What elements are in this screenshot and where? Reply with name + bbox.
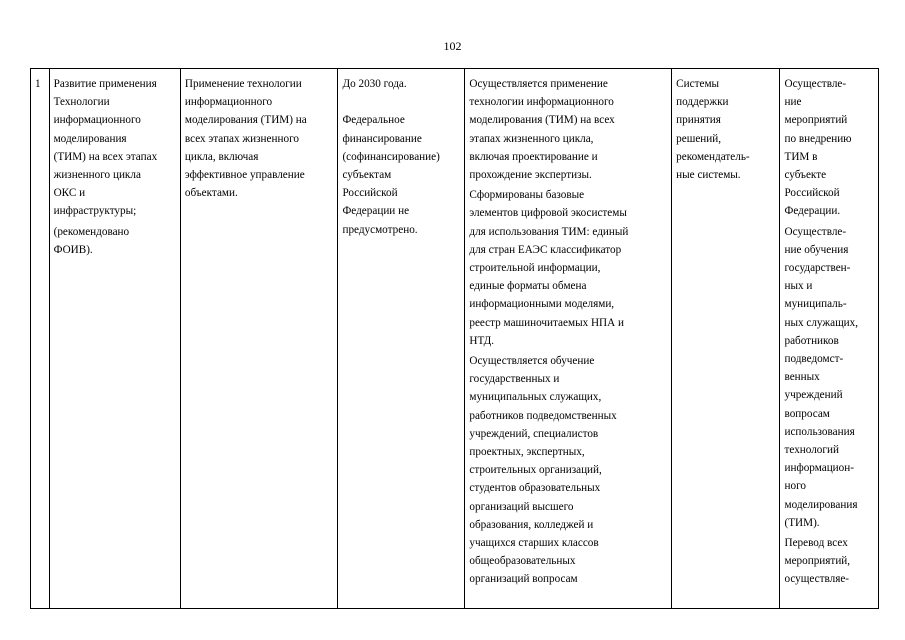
status-paragraph: Осуществляется применение технологии информационного моделирования (ТИМ) на всех этапах жизненного цикла, включая проектирование и прохождение экспертизы. — [469, 78, 615, 182]
status-paragraph: Сформированы базовые элементов цифровой экосистемы для использования ТИМ: единый для стран ЕАЭС классификатор строительной информации, единые форматы обмена информационными моделями, реестр машиночитаемых НПА и НТД. — [469, 189, 629, 347]
systems-cell — [672, 69, 780, 609]
proposals-cell — [780, 69, 879, 609]
measure-cell — [49, 69, 180, 609]
table-row — [31, 69, 879, 609]
measure-text: Развитие применения Технологии информационного моделирования (ТИМ) на всех этапах жизненного цикла ОКС и инфраструктуры; — [53, 78, 158, 218]
deadline-text: До 2030 года. — [342, 78, 407, 90]
deadline-cell — [338, 69, 465, 609]
mechanism-text: Применение технологии информационного моделирования (ТИМ) на всех этапах жизненного цикла, включая эффективное управление объектами. — [184, 78, 307, 200]
status-paragraph: Осуществляется обучение государственных и муниципальных служащих, работников подведомственных учреждений, специалистов проектных, экспертных, строительных организаций, студентов образовательных организаций высшего образования, колледжей и учащихся старших классов общеобразовательных организаций вопросам — [469, 355, 617, 586]
mechanism-cell — [180, 69, 338, 609]
page-number: 102 — [443, 39, 462, 53]
proposal-paragraph: Перевод всех мероприятий, осуществляе- — [784, 537, 851, 586]
status-cell — [465, 69, 672, 609]
financing-text: Федеральное финансирование (софинансирование) субъектам Российской Федерации не предусмотрено. — [342, 114, 440, 236]
systems-text: Системы поддержки принятия решений, рекомендатель- ные системы. — [676, 78, 750, 182]
proposal-paragraph: Осуществле- ние обучения государствен- ных и муниципаль- ных служащих, работников подведомст- венных учреждений вопросам использования технологий информацион- ного моделирования (ТИМ). — [784, 225, 859, 529]
proposal-paragraph: Осуществле- ние мероприятий по внедрению ТИМ в субъекте Российской Федерации. — [784, 78, 852, 218]
measures-table — [30, 68, 879, 609]
row-number: 1 — [35, 78, 41, 90]
measure-note: (рекомендовано ФОИВ). — [53, 225, 130, 256]
row-number-cell — [31, 69, 50, 609]
